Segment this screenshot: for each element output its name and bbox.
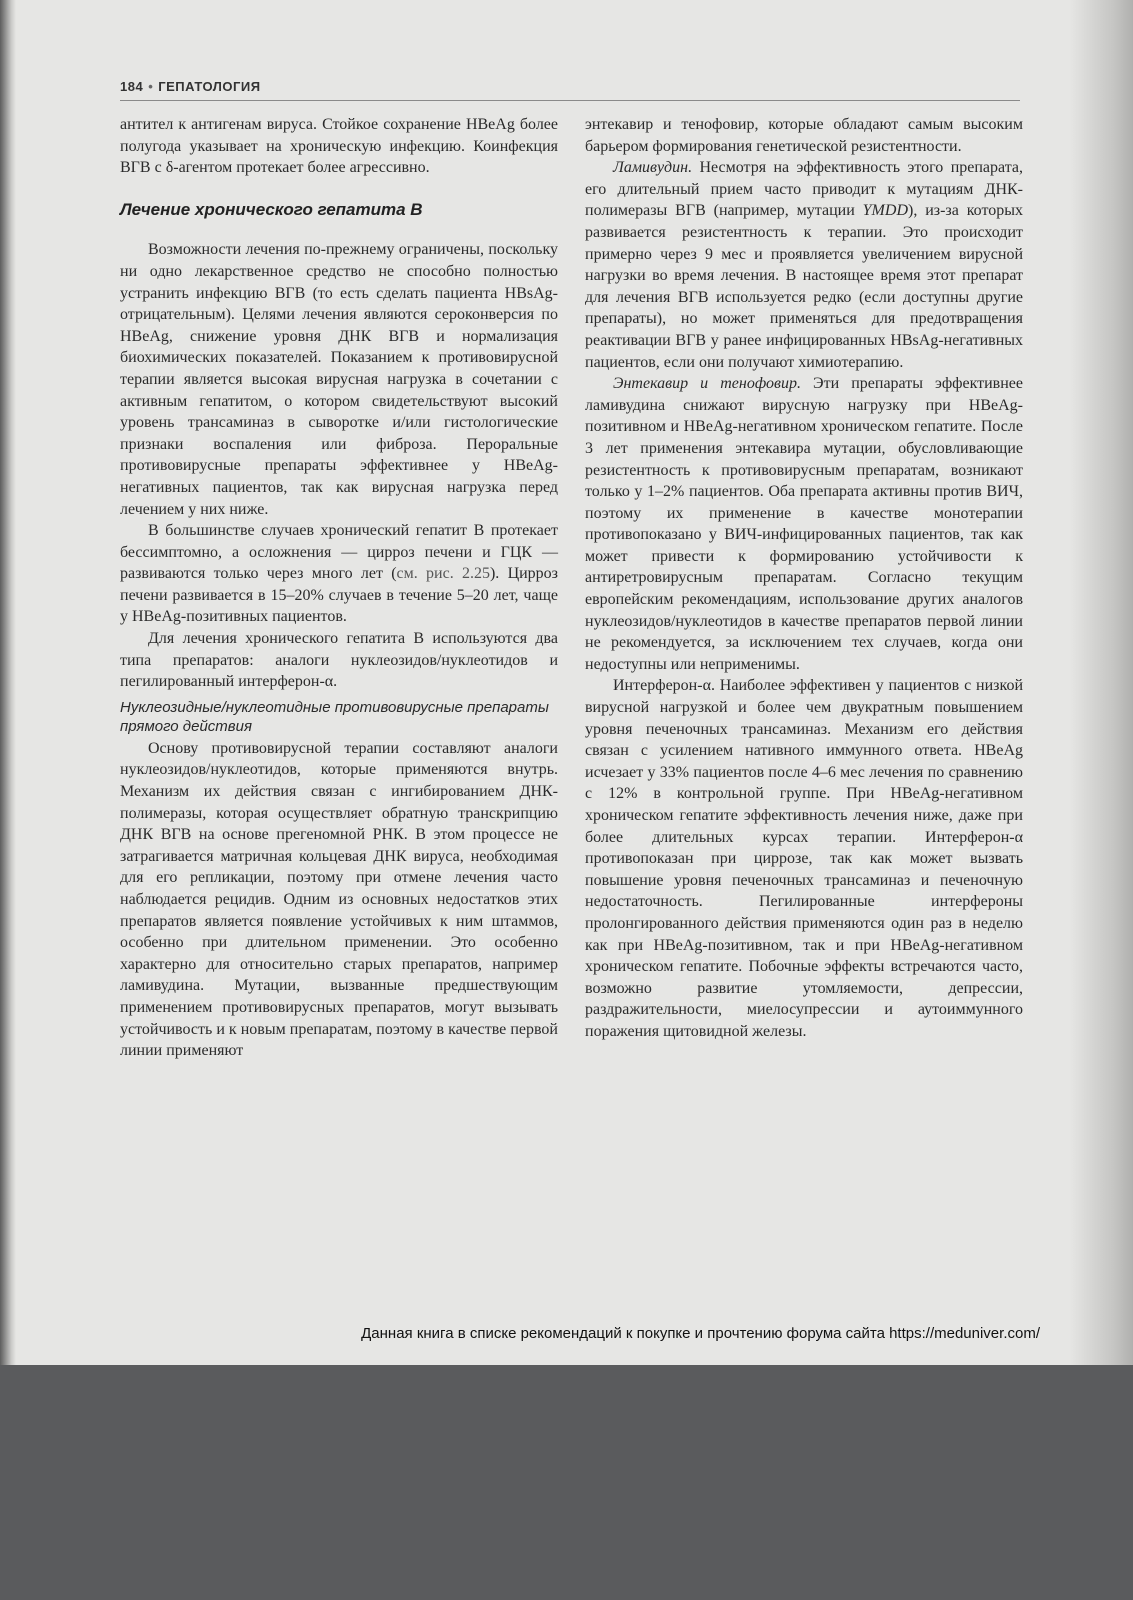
paragraph-text: Эти препараты эффективнее ламивудина снижают вирусную нагрузку при HBeAg-позитивном и HBeAg-негативном хроническом гепатите. После 3 лет применения энтекавира мутации, обусловливающие резистентность к противовирусным препаратам, возникают только у 1–2% пациентов. Оба препарата активны против ВИЧ, поэтому их применение в качестве монотерапии противопоказано у ВИЧ-инфицированных пациентов, так как может привести к формированию устойчивости к антиретровирусным препаратам. Согласно текущим европейским рекомендациям, использование других аналогов нуклеозидов/нуклеотидов в качестве препаратов первой линии не рекомендуется, за исключением тех случаев, когда они недоступны или неприменимы. — [585, 375, 1024, 673]
paragraph-continuation: антител к антигенам вируса. Стойкое сохранение HBeAg более полугода указывает на хроническую инфекцию. Коинфекция ВГВ с δ-агентом протекает более агрессивно. — [120, 116, 558, 177]
paragraph-entecavir — [585, 373, 1023, 675]
paragraph-text: ), из-за которых развивается резистентность к терапии. Это происходит примерно через 9 мес и проявляется увеличением вирусной нагрузки во время лечения. В настоящее время этот препарат для лечения ВГВ используется редко (если доступны другие препараты), но может применяться для предотвращения реактивации ВГВ у ранее инфицированных HBsAg-негативных пациентов, если они получают химиотерапию. — [585, 202, 1024, 371]
paragraph-continuation: энтекавир и тенофовир, которые обладают самым высоким барьером формирования генетической резистентности. — [585, 116, 1023, 155]
paragraph: Для лечения хронического гепатита В используются два типа препаратов: аналоги нуклеозидов/нуклеотидов и пегилированный интерферон-α. — [120, 630, 558, 691]
left-column — [120, 114, 558, 1062]
paragraph — [120, 520, 558, 628]
paragraph: Основу противовирусной терапии составляют аналоги нуклеозидов/нуклеотидов, которые применяются внутрь. Механизм их действия связан с ингибированием ДНК-полимеразы, которая осуществляет обратную транскрипцию ДНК ВГВ на основе прегеномной РНК. В этом процессе не затрагивается матричная кольцевая ДНК вируса, необходимая для его репликации, поэтому при отмене лечения часто наблюдается рецидив. Одним из основных недостатков этих препаратов является появление устойчивых к ним штаммов, особенно при длительном применении. Это особенно характерно для относительно старых препаратов, например ламивудина. Мутации, вызванные предшествующим применением противовирусных препаратов, могут вызывать устойчивость и к новым препаратам, поэтому в качестве первой линии применяют — [120, 739, 558, 1060]
run-in-heading: Энтекавир и тенофовир. — [613, 375, 801, 393]
paragraph-interferon: Интерферон-α. Наиболее эффективен у пациентов с низкой вирусной нагрузкой и более чем двукратным повышением уровня печеночных трансаминаз. Механизм его действия связан с усилением нативного иммунного ответа. HBeAg исчезает у 33% пациентов после 4–6 мес лечения по сравнению с 12% в контрольной группе. При HBeAg-негативном хроническом гепатите эффективность лечения ниже, даже при более длительных курсах терапии. Интерферон-α противопоказан при циррозе, так как может вызвать повышение уровня печеночных трансаминаз и печеночную недостаточность. Пегилированные интерфероны пролонгированного действия применяются один раз в неделю как при HBeAg-позитивном, так и при HBeAg-негативном хроническом гепатите. Побочные эффекты встречаются часто, возможно развитие утомляемости, депрессии, раздражительности, миелосупрессии и аутоиммунного поражения щитовидной железы. — [585, 677, 1023, 1040]
run-in-heading: Ламивудин. — [613, 159, 693, 177]
section-heading: Лечение хронического гепатита В — [120, 199, 423, 219]
paragraph-text: Несмотря на эффективность этого препарата, его длительный прием часто приводит к мутациям ДНК-полимеразы ВГВ (например, мутации — [585, 159, 1023, 220]
page-number: 184 — [120, 79, 144, 94]
running-header — [120, 79, 261, 94]
paragraph-text: ). Цирроз печени развивается в 15–20% случаев в течение 5–20 лет, чаще у HBeAg-позитивных пациентов. — [120, 565, 558, 626]
header-separator: • — [148, 79, 154, 94]
chapter-title: ГЕПАТОЛОГИЯ — [158, 79, 261, 94]
figure-reference-link[interactable]: см. рис. 2.25 — [396, 565, 490, 583]
spine-shadow — [0, 0, 16, 1365]
subsection-heading: Нуклеозидные/нуклеотидные противовирусные препараты прямого действия — [120, 698, 549, 735]
paragraph: Возможности лечения по-прежнему ограничены, поскольку ни одно лекарственное средство не способно полностью устранить инфекцию ВГВ (то есть сделать пациента HBsAg-отрицательным). Целями лечения являются сероконверсия по HBeAg, снижение уровня ДНК ВГВ и нормализация биохимических показателей. Показанием к противовирусной терапии является высокая вирусная нагрузка в сочетании с активным гепатитом, о котором свидетельствуют высокий уровень трансаминаз в сыворотке и/или гистологические признаки воспаления или фиброза. Пероральные противовирусные препараты эффективнее у HBeAg-негативных пациентов, так как вирусная нагрузка перед лечением у них ниже. — [120, 241, 558, 518]
right-column — [585, 114, 1023, 1043]
page-edge-shadow — [1069, 0, 1133, 1365]
paragraph-lamivudine — [585, 157, 1023, 373]
watermark-note: Данная книга в списке рекомендаций к покупке и прочтению форума сайта https://meduniver.com/ — [361, 1325, 1040, 1342]
mutation-name: YMDD — [862, 202, 908, 220]
header-rule — [120, 100, 1020, 101]
paragraph-text: В большинстве случаев хронический гепатит В протекает бессимптомно, а осложнения — цирроз печени и ГЦК — развиваются только через много лет ( — [120, 522, 558, 583]
